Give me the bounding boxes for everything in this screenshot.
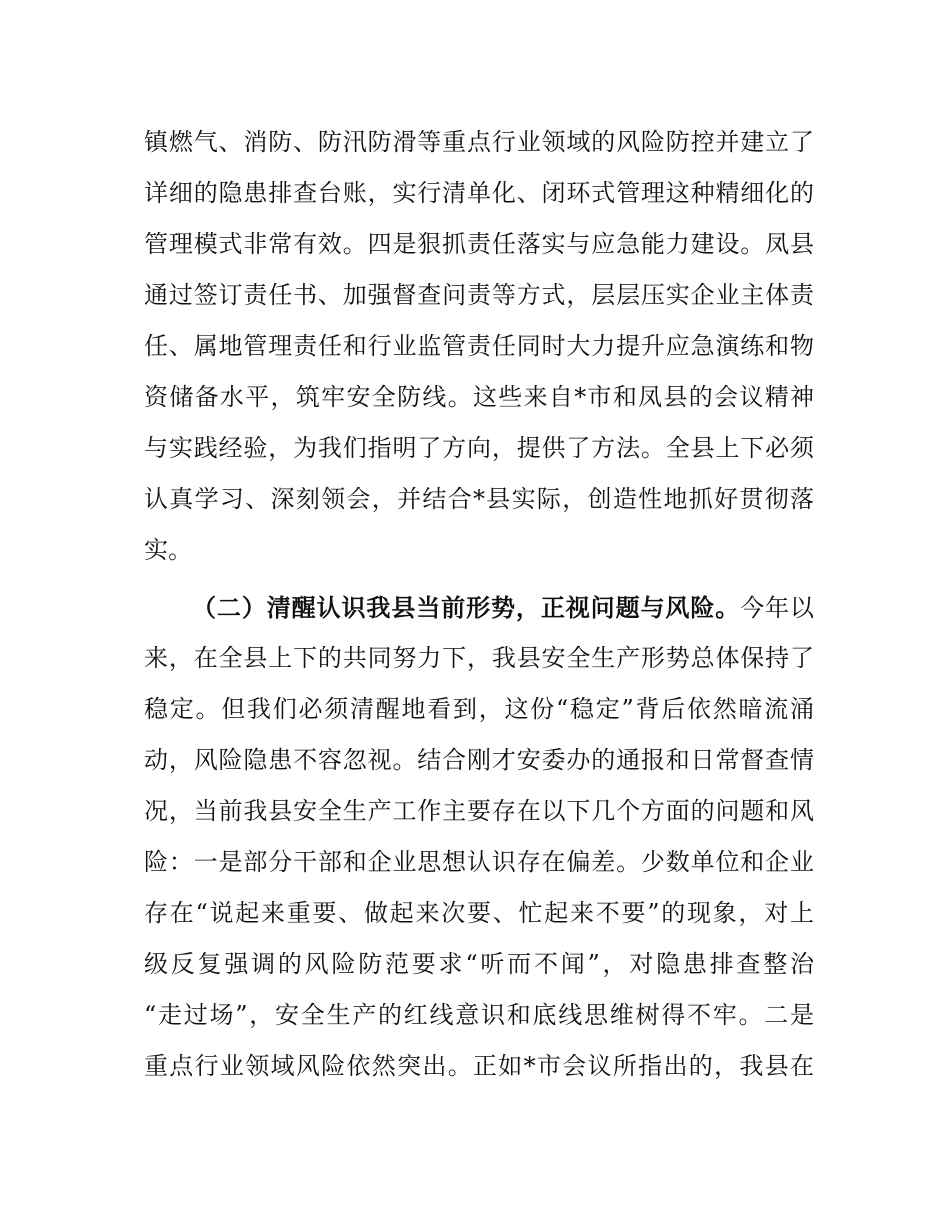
paragraph-1	[144, 117, 814, 576]
paragraph-1-line: 通过签订责任书、加强督查问责等方式，层层压实企业主体责	[144, 281, 814, 309]
paragraph-2-line: 动，风险隐患不容忽视。结合刚才安委办的通报和日常督查情	[144, 746, 814, 774]
paragraph-1-line: 管理模式非常有效。四是狠抓责任落实与应急能力建设。凤县	[144, 230, 814, 258]
paragraph-1-line: 镇燃气、消防、防汛防滑等重点行业领域的风险防控并建立了	[144, 128, 814, 156]
paragraph-1-line: 资储备水平，筑牢安全防线。这些来自*市和凤县的会议精神	[144, 383, 814, 411]
paragraph-1-line: 任、属地管理责任和行业监管责任同时大力提升应急演练和物	[144, 332, 814, 360]
paragraph-1-line: 认真学习、深刻领会，并结合*县实际，创造性地抓好贯彻落	[144, 485, 814, 513]
paragraph-2-line: 重点行业领域风险依然突出。正如*市会议所指出的，我县在	[144, 1052, 814, 1080]
paragraph-2-line: 来，在全县上下的共同努力下，我县安全生产形势总体保持了	[144, 644, 814, 672]
paragraph-2-line: 况，当前我县安全生产工作主要存在以下几个方面的问题和风	[144, 797, 814, 825]
paragraph-2-line: “走过场”，安全生产的红线意识和底线思维树得不牢。二是	[144, 1001, 814, 1029]
paragraph-1-line: 详细的隐患排查台账，实行清单化、闭环式管理这种精细化的	[144, 179, 814, 207]
paragraph-1-line: 实。	[144, 536, 192, 564]
paragraph-2	[144, 582, 814, 1092]
section-heading: （二）清醒认识我县当前形势，正视问题与风险。	[192, 593, 741, 622]
paragraph-1-line: 与实践经验，为我们指明了方向，提供了方法。全县上下必须	[144, 434, 814, 462]
paragraph-2-line: 稳定。但我们必须清醒地看到，这份“稳定”背后依然暗流涌	[144, 695, 814, 723]
paragraph-2-line: 险：一是部分干部和企业思想认识存在偏差。少数单位和企业	[144, 848, 814, 876]
paragraph-2-first-line	[144, 582, 814, 633]
paragraph-2-lead-text: 今年以	[740, 594, 815, 622]
paragraph-2-line: 级反复强调的风险防范要求“听而不闻”，对隐患排查整治	[144, 950, 814, 978]
paragraph-2-line: 存在“说起来重要、做起来次要、忙起来不要”的现象，对上	[144, 899, 814, 927]
